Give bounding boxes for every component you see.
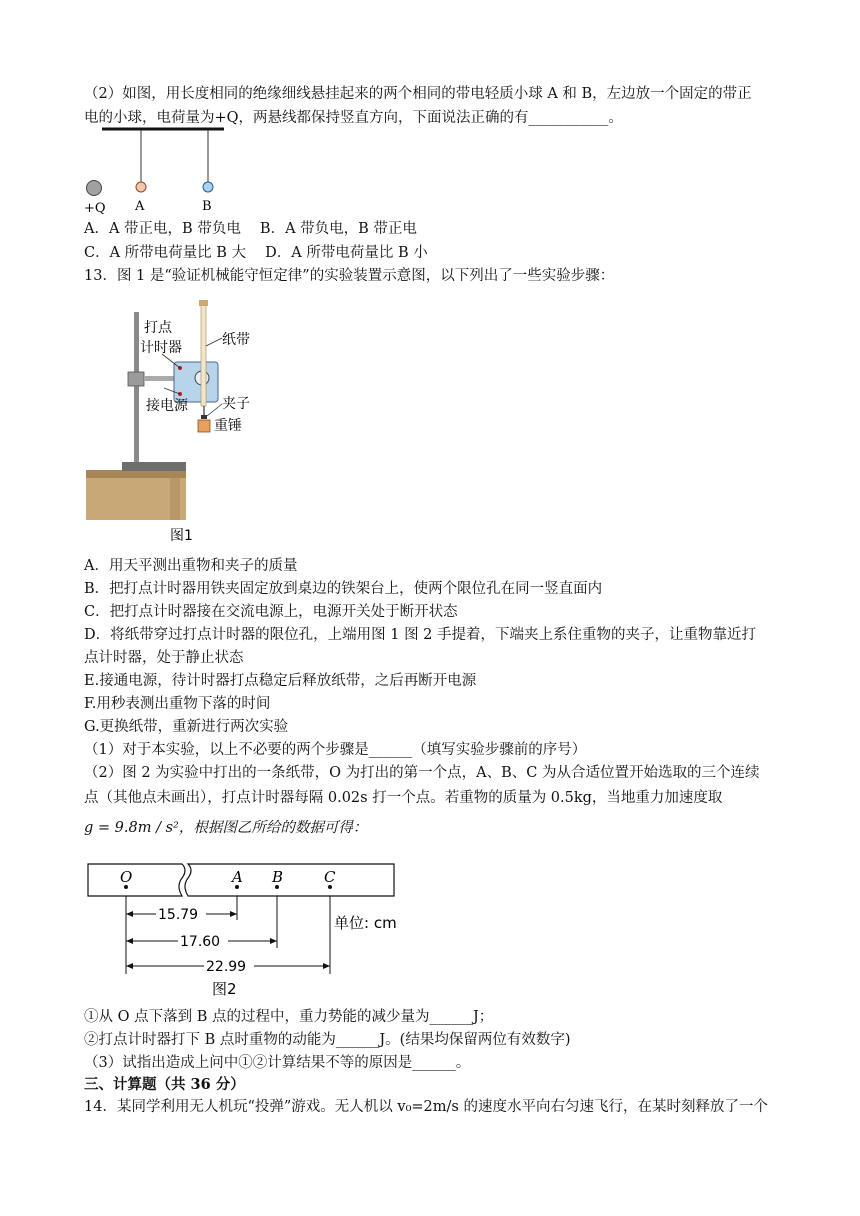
q13-circ1: ①从 O 点下落到 B 点的过程中，重力势能的减少量为______J； xyxy=(84,1009,494,1025)
step-a: A．用天平测出重物和夹子的质量 xyxy=(84,558,298,574)
q12-options-line1: A．A 带正电，B 带负电 B．A 带负电，B 带正电 xyxy=(84,221,417,237)
label-b: B xyxy=(202,199,212,214)
step-g: G.更换纸带，重新进行两次实验 xyxy=(84,719,289,735)
dim-oc-label: 22.99 xyxy=(206,959,247,975)
leader-timer xyxy=(162,354,180,368)
apparatus-figure xyxy=(84,292,284,550)
step-e: E.接通电源，待计时器打点稳定后释放纸带，之后再断开电源 xyxy=(84,673,477,689)
step-b: B．把打点计时器用铁夹固定放到桌边的铁架台上，使两个限位孔在同一竖直面内 xyxy=(84,581,603,597)
step-c: C．把打点计时器接在交流电源上，电源开关处于断开状态 xyxy=(84,604,458,620)
q12-part2-line1: （2）如图，用长度相同的绝缘细线悬挂起来的两个相同的带电轻质小球 A 和 B，左边放一个固定的带正 xyxy=(84,86,752,102)
leader-clip xyxy=(207,404,222,416)
figure2-caption: 图2 xyxy=(212,980,237,998)
label-clip: 夹子 xyxy=(222,396,250,412)
table-edge xyxy=(86,470,186,478)
table-leg xyxy=(170,478,180,520)
label-timer-2: 计时器 xyxy=(140,340,182,356)
q13-circ2: ②打点计时器打下 B 点时重物的动能为______J。(结果均保留两位有效数字) xyxy=(84,1032,571,1048)
label-weight: 重锤 xyxy=(214,418,242,434)
q13-sub3: （3）试指出造成上问中①②计算结果不等的原因是______。 xyxy=(84,1055,471,1071)
q13-sub2-line1: （2）图 2 为实验中打出的一条纸带，O 为打出的第一个点，A、B、C 为从合适位置开始选取的三个连续 xyxy=(84,765,760,781)
weight xyxy=(198,420,210,432)
q13-sub1: （1）对于本实验，以上不必要的两个步骤是______（填写实验步骤前的序号） xyxy=(84,742,587,758)
q12-part2-line2: 电的小球，电荷量为+Q，两悬线都保持竖直方向，下面说法正确的有___________。 xyxy=(84,110,623,126)
label-tape: 纸带 xyxy=(222,332,250,348)
tape-right xyxy=(185,864,394,896)
label-c: C xyxy=(324,868,336,886)
unit-label: 单位: cm xyxy=(334,914,397,932)
step-d-line1: D．将纸带穿过打点计时器的限位孔，上端用图 1 图 2 手提着，下端夹上系住重物的夹子，让重物靠近打 xyxy=(84,627,757,643)
dim-oa-label: 15.79 xyxy=(158,907,199,923)
q13-sub2-line3: g = 9.8m / s²，根据图乙所给的数据可得： xyxy=(84,820,368,836)
charged-balls-figure xyxy=(80,126,240,218)
paper-tape xyxy=(201,302,206,406)
q13-sub2-line2: 点（其他点未画出），打点计时器每隔 0.02s 打一个点。若重物的质量为 0.5kg，当地重力加速度取 xyxy=(84,790,723,806)
q14-line1: 14．某同学利用无人机玩“投弹”游戏。无人机以 v₀=2m/s 的速度水平向右匀速飞行，在某时刻释放了一个 xyxy=(84,1099,768,1115)
step-d-line2: 点计时器，处于静止状态 xyxy=(84,650,244,666)
label-q: +Q xyxy=(84,201,106,216)
step-f: F.用秒表测出重物下落的时间 xyxy=(84,696,271,712)
stand-rod xyxy=(134,312,139,462)
figure1-caption: 图1 xyxy=(170,528,193,544)
dim-ob-label: 17.60 xyxy=(180,934,221,950)
q13-intro: 13．图 1 是“验证机械能守恒定律”的实验装置示意图，以下列出了一些实验步骤： xyxy=(84,268,615,284)
label-power: 接电源 xyxy=(146,398,188,414)
label-b: B xyxy=(272,868,284,886)
section-3-heading: 三、计算题（共 36 分） xyxy=(84,1076,245,1093)
stand-base xyxy=(122,462,186,471)
q12-options-line2: C．A 所带电荷量比 B 大 D．A 所带电荷量比 B 小 xyxy=(84,245,428,261)
label-a: A xyxy=(135,199,145,214)
clamp-block xyxy=(128,372,144,386)
ball-b xyxy=(203,182,213,192)
tape-left xyxy=(88,864,185,896)
ball-q xyxy=(87,181,102,196)
tape-figure xyxy=(84,856,414,1001)
label-a: A xyxy=(232,868,243,886)
clip xyxy=(201,415,207,419)
tape-top xyxy=(199,300,208,306)
leader-tape xyxy=(206,338,222,346)
ball-a xyxy=(136,182,146,192)
label-o: O xyxy=(120,868,133,886)
label-timer-1: 打点 xyxy=(144,320,172,336)
